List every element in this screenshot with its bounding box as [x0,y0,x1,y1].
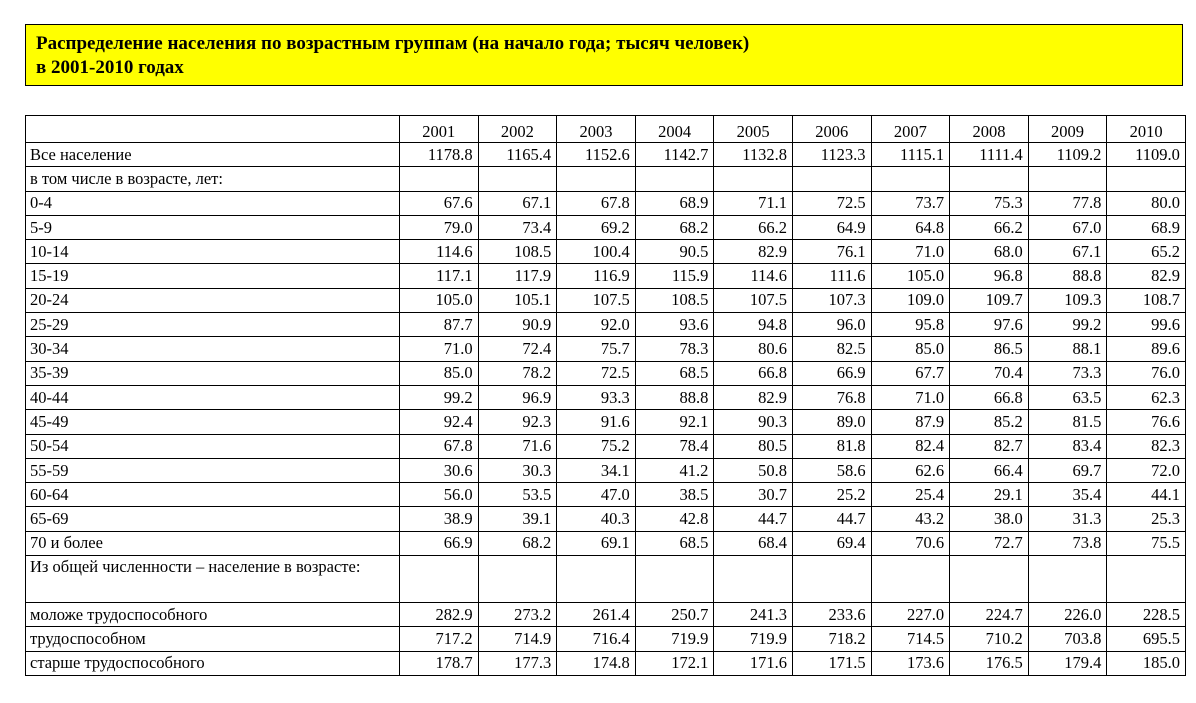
value-cell: 29.1 [950,483,1029,507]
value-cell [478,167,557,191]
value-cell: 81.8 [792,434,871,458]
value-cell: 68.5 [635,361,714,385]
table-row [26,313,1186,337]
value-cell: 99.2 [400,385,479,409]
row-label: 30-34 [26,337,400,361]
value-cell: 44.7 [714,507,793,531]
value-cell: 719.9 [635,627,714,651]
value-cell: 1109.0 [1107,143,1186,167]
value-cell [1028,556,1107,603]
value-cell: 75.5 [1107,531,1186,555]
value-cell: 96.8 [950,264,1029,288]
value-cell: 25.4 [871,483,950,507]
value-cell: 107.3 [792,288,871,312]
value-cell: 72.5 [792,191,871,215]
value-cell: 62.6 [871,458,950,482]
value-cell: 88.1 [1028,337,1107,361]
value-cell: 66.4 [950,458,1029,482]
value-cell: 67.1 [478,191,557,215]
value-cell: 171.5 [792,651,871,675]
value-cell: 228.5 [1107,603,1186,627]
table-row [26,627,1186,651]
value-cell: 56.0 [400,483,479,507]
value-cell: 226.0 [1028,603,1107,627]
value-cell: 82.9 [1107,264,1186,288]
value-cell: 69.2 [557,215,636,239]
value-cell: 233.6 [792,603,871,627]
value-cell: 30.3 [478,458,557,482]
value-cell: 92.0 [557,313,636,337]
value-cell: 695.5 [1107,627,1186,651]
value-cell: 30.6 [400,458,479,482]
table-row [26,240,1186,264]
value-cell: 109.7 [950,288,1029,312]
value-cell: 85.0 [871,337,950,361]
year-header: 2009 [1028,116,1107,143]
value-cell: 177.3 [478,651,557,675]
population-table [25,115,1186,676]
value-cell: 68.9 [635,191,714,215]
value-cell: 30.7 [714,483,793,507]
table-row [26,143,1186,167]
table-row [26,361,1186,385]
value-cell: 282.9 [400,603,479,627]
table-title [25,24,1183,86]
value-cell: 179.4 [1028,651,1107,675]
value-cell: 72.0 [1107,458,1186,482]
value-cell: 66.2 [714,215,793,239]
value-cell: 107.5 [714,288,793,312]
value-cell: 38.5 [635,483,714,507]
year-header: 2007 [871,116,950,143]
year-header: 2005 [714,116,793,143]
value-cell: 174.8 [557,651,636,675]
value-cell: 73.8 [1028,531,1107,555]
value-cell: 64.8 [871,215,950,239]
value-cell: 76.6 [1107,410,1186,434]
year-header: 2002 [478,116,557,143]
value-cell: 82.9 [714,240,793,264]
value-cell: 72.4 [478,337,557,361]
value-cell: 82.7 [950,434,1029,458]
value-cell: 75.7 [557,337,636,361]
value-cell: 178.7 [400,651,479,675]
value-cell [714,167,793,191]
value-cell: 65.2 [1107,240,1186,264]
value-cell: 719.9 [714,627,793,651]
value-cell: 224.7 [950,603,1029,627]
table-row [26,483,1186,507]
value-cell: 80.0 [1107,191,1186,215]
value-cell: 72.7 [950,531,1029,555]
title-line-1: Распределение населения по возрастным группам (на начало года; тысяч человек) [36,33,750,54]
value-cell: 72.5 [557,361,636,385]
value-cell: 79.0 [400,215,479,239]
value-cell: 117.9 [478,264,557,288]
value-cell: 116.9 [557,264,636,288]
value-cell: 67.8 [557,191,636,215]
value-cell: 105.1 [478,288,557,312]
year-header: 2008 [950,116,1029,143]
value-cell: 69.1 [557,531,636,555]
value-cell: 92.3 [478,410,557,434]
value-cell [557,167,636,191]
value-cell: 71.0 [400,337,479,361]
value-cell: 31.3 [1028,507,1107,531]
value-cell: 92.4 [400,410,479,434]
value-cell: 38.0 [950,507,1029,531]
value-cell: 62.3 [1107,385,1186,409]
value-cell [871,167,950,191]
value-cell: 68.2 [478,531,557,555]
title-line-2: в 2001-2010 годах [36,57,184,78]
value-cell: 109.3 [1028,288,1107,312]
value-cell: 1178.8 [400,143,479,167]
value-cell: 1165.4 [478,143,557,167]
value-cell: 88.8 [1028,264,1107,288]
table-row [26,434,1186,458]
value-cell: 71.1 [714,191,793,215]
row-label: 40-44 [26,385,400,409]
row-label: трудоспособном [26,627,400,651]
value-cell: 70.4 [950,361,1029,385]
value-cell: 75.3 [950,191,1029,215]
row-label: Из общей численности – население в возрасте: [26,556,400,603]
value-cell: 172.1 [635,651,714,675]
row-label: 50-54 [26,434,400,458]
value-cell: 44.7 [792,507,871,531]
value-cell: 67.7 [871,361,950,385]
value-cell: 717.2 [400,627,479,651]
value-cell: 43.2 [871,507,950,531]
year-header: 2010 [1107,116,1186,143]
table-row [26,264,1186,288]
table-row [26,191,1186,215]
value-cell: 78.3 [635,337,714,361]
value-cell: 66.9 [400,531,479,555]
table-row [26,385,1186,409]
value-cell: 114.6 [400,240,479,264]
value-cell [1107,167,1186,191]
value-cell: 78.2 [478,361,557,385]
value-cell: 85.2 [950,410,1029,434]
value-cell: 35.4 [1028,483,1107,507]
value-cell: 40.3 [557,507,636,531]
value-cell: 42.8 [635,507,714,531]
value-cell: 105.0 [400,288,479,312]
value-cell: 38.9 [400,507,479,531]
year-header: 2004 [635,116,714,143]
year-header: 2003 [557,116,636,143]
value-cell: 95.8 [871,313,950,337]
value-cell [635,556,714,603]
row-label: 70 и более [26,531,400,555]
value-cell [1107,556,1186,603]
value-cell: 76.8 [792,385,871,409]
value-cell: 171.6 [714,651,793,675]
value-cell: 108.7 [1107,288,1186,312]
value-cell: 80.6 [714,337,793,361]
row-label: 65-69 [26,507,400,531]
value-cell: 99.6 [1107,313,1186,337]
value-cell [400,556,479,603]
value-cell: 1111.4 [950,143,1029,167]
value-cell: 69.7 [1028,458,1107,482]
value-cell: 227.0 [871,603,950,627]
row-label: 25-29 [26,313,400,337]
value-cell [478,556,557,603]
value-cell [950,556,1029,603]
value-cell: 1142.7 [635,143,714,167]
table-row [26,337,1186,361]
value-cell: 73.3 [1028,361,1107,385]
value-cell: 66.8 [714,361,793,385]
value-cell: 1123.3 [792,143,871,167]
value-cell: 273.2 [478,603,557,627]
value-cell [792,556,871,603]
value-cell: 111.6 [792,264,871,288]
value-cell: 117.1 [400,264,479,288]
value-cell: 53.5 [478,483,557,507]
value-cell: 88.8 [635,385,714,409]
table-row [26,215,1186,239]
header-row [26,116,1186,143]
value-cell: 71.6 [478,434,557,458]
value-cell [557,556,636,603]
value-cell [792,167,871,191]
value-cell: 108.5 [478,240,557,264]
table-row [26,531,1186,555]
value-cell: 82.9 [714,385,793,409]
value-cell: 58.6 [792,458,871,482]
value-cell: 66.8 [950,385,1029,409]
value-cell: 67.6 [400,191,479,215]
value-cell: 41.2 [635,458,714,482]
value-cell: 89.0 [792,410,871,434]
value-cell: 261.4 [557,603,636,627]
value-cell: 39.1 [478,507,557,531]
value-cell: 94.8 [714,313,793,337]
value-cell: 76.1 [792,240,871,264]
value-cell: 63.5 [1028,385,1107,409]
value-cell: 82.4 [871,434,950,458]
value-cell: 109.0 [871,288,950,312]
value-cell: 90.9 [478,313,557,337]
row-label: 20-24 [26,288,400,312]
value-cell: 68.2 [635,215,714,239]
value-cell: 76.0 [1107,361,1186,385]
value-cell: 1109.2 [1028,143,1107,167]
value-cell: 73.7 [871,191,950,215]
value-cell: 67.0 [1028,215,1107,239]
value-cell: 703.8 [1028,627,1107,651]
value-cell: 250.7 [635,603,714,627]
value-cell: 81.5 [1028,410,1107,434]
value-cell: 241.3 [714,603,793,627]
table-row [26,507,1186,531]
value-cell: 115.9 [635,264,714,288]
row-label: 35-39 [26,361,400,385]
value-cell [635,167,714,191]
value-cell: 85.0 [400,361,479,385]
value-cell: 50.8 [714,458,793,482]
value-cell: 714.9 [478,627,557,651]
row-label: 5-9 [26,215,400,239]
value-cell: 47.0 [557,483,636,507]
value-cell [714,556,793,603]
value-cell: 75.2 [557,434,636,458]
value-cell: 108.5 [635,288,714,312]
table-row [26,458,1186,482]
row-label: 55-59 [26,458,400,482]
value-cell: 66.9 [792,361,871,385]
value-cell: 1115.1 [871,143,950,167]
value-cell: 67.1 [1028,240,1107,264]
value-cell: 718.2 [792,627,871,651]
value-cell: 68.5 [635,531,714,555]
header-corner-cell [26,116,400,143]
value-cell: 105.0 [871,264,950,288]
value-cell: 25.3 [1107,507,1186,531]
value-cell: 68.9 [1107,215,1186,239]
value-cell: 78.4 [635,434,714,458]
value-cell: 185.0 [1107,651,1186,675]
year-header: 2001 [400,116,479,143]
value-cell: 68.0 [950,240,1029,264]
row-label: 10-14 [26,240,400,264]
value-cell: 70.6 [871,531,950,555]
value-cell: 87.7 [400,313,479,337]
row-label: 0-4 [26,191,400,215]
value-cell: 100.4 [557,240,636,264]
value-cell: 96.0 [792,313,871,337]
table-row [26,410,1186,434]
table-row [26,556,1186,603]
value-cell: 87.9 [871,410,950,434]
value-cell: 86.5 [950,337,1029,361]
value-cell: 73.4 [478,215,557,239]
value-cell: 83.4 [1028,434,1107,458]
value-cell: 68.4 [714,531,793,555]
row-label: Все население [26,143,400,167]
row-label: 45-49 [26,410,400,434]
value-cell: 25.2 [792,483,871,507]
table-row [26,167,1186,191]
value-cell: 69.4 [792,531,871,555]
value-cell: 71.0 [871,240,950,264]
value-cell: 89.6 [1107,337,1186,361]
value-cell: 716.4 [557,627,636,651]
value-cell: 77.8 [1028,191,1107,215]
value-cell: 114.6 [714,264,793,288]
value-cell [950,167,1029,191]
value-cell: 1152.6 [557,143,636,167]
value-cell: 93.3 [557,385,636,409]
table-row [26,651,1186,675]
row-label: 15-19 [26,264,400,288]
value-cell: 80.5 [714,434,793,458]
value-cell [1028,167,1107,191]
value-cell [871,556,950,603]
year-header: 2006 [792,116,871,143]
value-cell: 1132.8 [714,143,793,167]
value-cell: 82.5 [792,337,871,361]
value-cell: 91.6 [557,410,636,434]
row-label: старше трудоспособного [26,651,400,675]
value-cell: 97.6 [950,313,1029,337]
value-cell: 714.5 [871,627,950,651]
value-cell: 66.2 [950,215,1029,239]
value-cell: 99.2 [1028,313,1107,337]
value-cell: 34.1 [557,458,636,482]
value-cell: 64.9 [792,215,871,239]
value-cell: 44.1 [1107,483,1186,507]
value-cell: 67.8 [400,434,479,458]
value-cell: 107.5 [557,288,636,312]
value-cell: 92.1 [635,410,714,434]
value-cell: 90.3 [714,410,793,434]
value-cell: 71.0 [871,385,950,409]
value-cell: 710.2 [950,627,1029,651]
value-cell: 93.6 [635,313,714,337]
value-cell: 176.5 [950,651,1029,675]
row-label: моложе трудоспособного [26,603,400,627]
row-label: 60-64 [26,483,400,507]
value-cell: 82.3 [1107,434,1186,458]
value-cell [400,167,479,191]
value-cell: 90.5 [635,240,714,264]
table-row [26,288,1186,312]
table-row [26,603,1186,627]
row-label: в том числе в возрасте, лет: [26,167,400,191]
value-cell: 173.6 [871,651,950,675]
value-cell: 96.9 [478,385,557,409]
